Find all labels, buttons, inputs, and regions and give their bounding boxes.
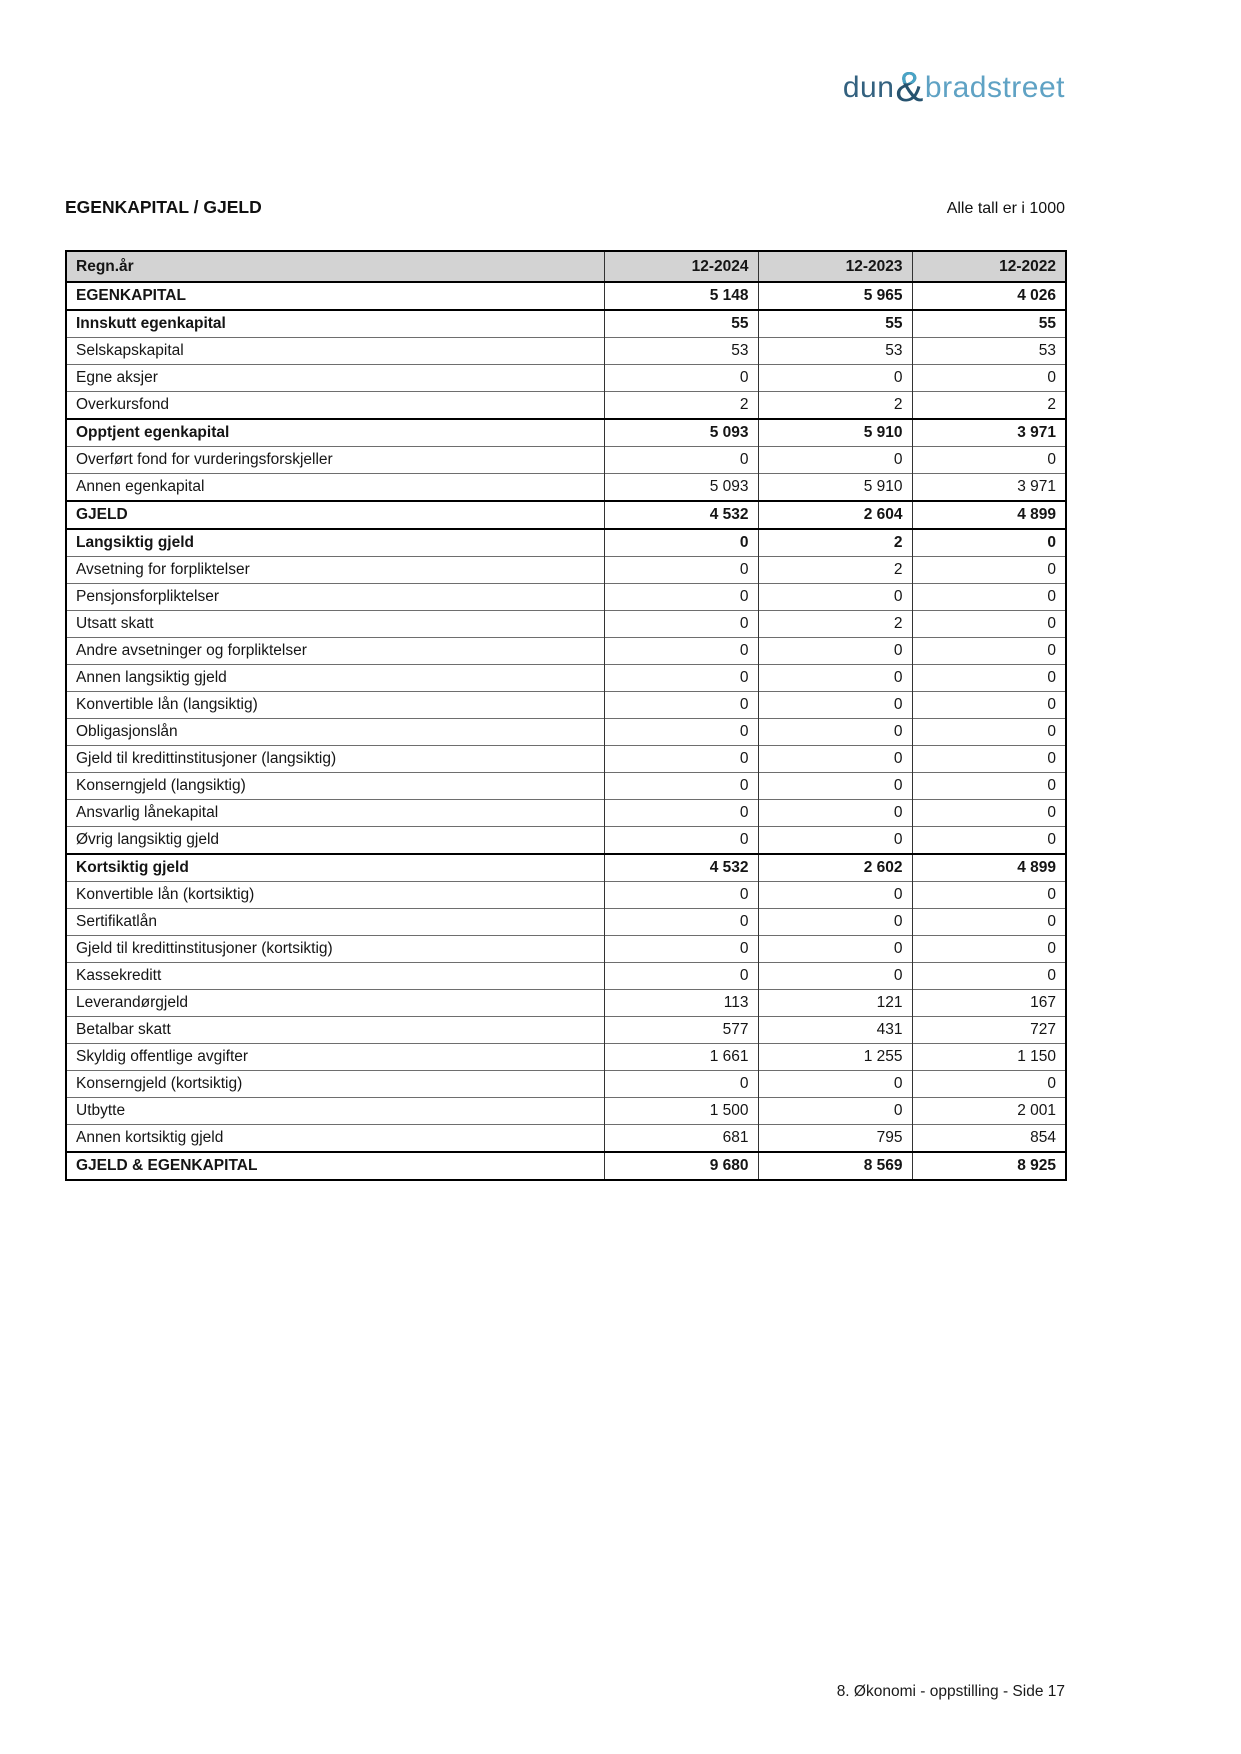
row-value-12-2023: 0 <box>758 638 912 665</box>
row-label: Andre avsetninger og forpliktelser <box>66 638 604 665</box>
row-label: Opptjent egenkapital <box>66 419 604 447</box>
row-value-12-2023: 0 <box>758 909 912 936</box>
row-value-12-2023: 2 <box>758 611 912 638</box>
row-label: Konvertible lån (kortsiktig) <box>66 882 604 909</box>
row-label: Kassekreditt <box>66 963 604 990</box>
table-row <box>66 501 1066 529</box>
row-value-12-2022: 854 <box>912 1125 1066 1153</box>
row-label: Konserngjeld (langsiktig) <box>66 773 604 800</box>
row-value-12-2024: 5 093 <box>604 419 758 447</box>
row-label: Sertifikatlån <box>66 909 604 936</box>
row-value-12-2023: 1 255 <box>758 1044 912 1071</box>
row-label: Avsetning for forpliktelser <box>66 557 604 584</box>
row-label: Skyldig offentlige avgifter <box>66 1044 604 1071</box>
row-value-12-2023: 2 <box>758 529 912 557</box>
row-value-12-2022: 2 001 <box>912 1098 1066 1125</box>
row-label: Konvertible lån (langsiktig) <box>66 692 604 719</box>
table-row <box>66 584 1066 611</box>
row-value-12-2022: 0 <box>912 611 1066 638</box>
row-value-12-2022: 0 <box>912 557 1066 584</box>
row-value-12-2024: 0 <box>604 584 758 611</box>
table-row <box>66 611 1066 638</box>
row-value-12-2023: 5 910 <box>758 474 912 502</box>
table-row <box>66 719 1066 746</box>
row-value-12-2024: 4 532 <box>604 854 758 882</box>
row-label: Utbytte <box>66 1098 604 1125</box>
row-value-12-2023: 2 <box>758 557 912 584</box>
table-row <box>66 773 1066 800</box>
dun-bradstreet-logo <box>843 64 1065 111</box>
row-value-12-2022: 167 <box>912 990 1066 1017</box>
table-row <box>66 665 1066 692</box>
row-value-12-2023: 0 <box>758 746 912 773</box>
row-label: Øvrig langsiktig gjeld <box>66 827 604 855</box>
row-value-12-2023: 0 <box>758 1071 912 1098</box>
row-value-12-2024: 0 <box>604 638 758 665</box>
row-label: Betalbar skatt <box>66 1017 604 1044</box>
row-value-12-2023: 5 910 <box>758 419 912 447</box>
row-value-12-2022: 0 <box>912 827 1066 855</box>
row-label: GJELD & EGENKAPITAL <box>66 1152 604 1180</box>
row-value-12-2022: 4 899 <box>912 501 1066 529</box>
row-label: Kortsiktig gjeld <box>66 854 604 882</box>
row-label: Overkursfond <box>66 392 604 420</box>
table-row <box>66 854 1066 882</box>
table-header-12-2022: 12-2022 <box>912 251 1066 282</box>
table-row <box>66 338 1066 365</box>
row-value-12-2022: 1 150 <box>912 1044 1066 1071</box>
row-value-12-2023: 0 <box>758 800 912 827</box>
table-row <box>66 1071 1066 1098</box>
row-label: Utsatt skatt <box>66 611 604 638</box>
row-value-12-2023: 0 <box>758 773 912 800</box>
table-row <box>66 963 1066 990</box>
row-value-12-2024: 0 <box>604 882 758 909</box>
table-row <box>66 1152 1066 1180</box>
row-value-12-2024: 9 680 <box>604 1152 758 1180</box>
table-header-regnar: Regn.år <box>66 251 604 282</box>
row-label: Selskapskapital <box>66 338 604 365</box>
row-value-12-2024: 0 <box>604 909 758 936</box>
table-row <box>66 909 1066 936</box>
row-value-12-2022: 0 <box>912 447 1066 474</box>
row-value-12-2024: 0 <box>604 365 758 392</box>
row-value-12-2023: 2 604 <box>758 501 912 529</box>
row-value-12-2022: 0 <box>912 365 1066 392</box>
row-value-12-2023: 2 <box>758 392 912 420</box>
row-value-12-2023: 2 602 <box>758 854 912 882</box>
row-value-12-2023: 0 <box>758 827 912 855</box>
ampersand-icon: & & <box>895 64 924 110</box>
row-value-12-2023: 0 <box>758 1098 912 1125</box>
row-value-12-2022: 4 899 <box>912 854 1066 882</box>
table-header-row <box>66 251 1066 282</box>
row-value-12-2023: 0 <box>758 584 912 611</box>
row-value-12-2022: 0 <box>912 665 1066 692</box>
row-value-12-2024: 0 <box>604 692 758 719</box>
row-value-12-2022: 0 <box>912 773 1066 800</box>
table-header-12-2024: 12-2024 <box>604 251 758 282</box>
table-row <box>66 800 1066 827</box>
row-value-12-2023: 0 <box>758 936 912 963</box>
row-value-12-2024: 0 <box>604 1071 758 1098</box>
row-value-12-2024: 2 <box>604 392 758 420</box>
table-row <box>66 746 1066 773</box>
row-value-12-2024: 53 <box>604 338 758 365</box>
table-row <box>66 1098 1066 1125</box>
row-value-12-2024: 1 661 <box>604 1044 758 1071</box>
row-value-12-2022: 0 <box>912 882 1066 909</box>
row-value-12-2022: 0 <box>912 909 1066 936</box>
row-value-12-2024: 0 <box>604 665 758 692</box>
logo-text-dun: dun <box>842 71 895 104</box>
row-label: Annen langsiktig gjeld <box>66 665 604 692</box>
row-value-12-2022: 8 925 <box>912 1152 1066 1180</box>
row-value-12-2024: 577 <box>604 1017 758 1044</box>
row-label: Annen kortsiktig gjeld <box>66 1125 604 1153</box>
row-label: Leverandørgjeld <box>66 990 604 1017</box>
row-value-12-2024: 113 <box>604 990 758 1017</box>
row-label: Egne aksjer <box>66 365 604 392</box>
row-value-12-2022: 0 <box>912 584 1066 611</box>
table-row <box>66 638 1066 665</box>
row-label: Gjeld til kredittinstitusjoner (kortsiktig) <box>66 936 604 963</box>
row-value-12-2022: 0 <box>912 800 1066 827</box>
row-value-12-2023: 0 <box>758 882 912 909</box>
row-value-12-2022: 4 026 <box>912 282 1066 310</box>
units-note: Alle tall er i 1000 <box>946 200 1065 217</box>
row-label: Gjeld til kredittinstitusjoner (langsiktig) <box>66 746 604 773</box>
row-label: EGENKAPITAL <box>66 282 604 310</box>
table-row <box>66 827 1066 855</box>
row-value-12-2024: 55 <box>604 310 758 338</box>
table-row <box>66 557 1066 584</box>
row-label: Innskutt egenkapital <box>66 310 604 338</box>
row-value-12-2023: 0 <box>758 665 912 692</box>
row-value-12-2023: 0 <box>758 365 912 392</box>
row-value-12-2024: 0 <box>604 719 758 746</box>
page-title: EGENKAPITAL / GJELD <box>65 197 262 217</box>
row-value-12-2022: 0 <box>912 963 1066 990</box>
table-row <box>66 1017 1066 1044</box>
row-value-12-2022: 0 <box>912 719 1066 746</box>
row-value-12-2024: 0 <box>604 557 758 584</box>
row-value-12-2022: 0 <box>912 692 1066 719</box>
row-value-12-2024: 0 <box>604 773 758 800</box>
row-value-12-2024: 1 500 <box>604 1098 758 1125</box>
table-row <box>66 419 1066 447</box>
row-value-12-2024: 4 532 <box>604 501 758 529</box>
row-value-12-2023: 8 569 <box>758 1152 912 1180</box>
table-row <box>66 1044 1066 1071</box>
row-value-12-2024: 0 <box>604 447 758 474</box>
balance-sheet-table <box>65 250 1067 1181</box>
row-value-12-2022: 0 <box>912 638 1066 665</box>
row-label: Annen egenkapital <box>66 474 604 502</box>
table-row <box>66 936 1066 963</box>
document-page <box>65 0 1065 1754</box>
row-value-12-2024: 0 <box>604 936 758 963</box>
row-value-12-2024: 0 <box>604 800 758 827</box>
row-value-12-2024: 0 <box>604 529 758 557</box>
row-value-12-2022: 0 <box>912 529 1066 557</box>
table-row <box>66 447 1066 474</box>
row-label: Pensjonsforpliktelser <box>66 584 604 611</box>
row-value-12-2023: 0 <box>758 719 912 746</box>
table-row <box>66 365 1066 392</box>
row-label: Obligasjonslån <box>66 719 604 746</box>
row-value-12-2024: 0 <box>604 963 758 990</box>
row-value-12-2023: 0 <box>758 963 912 990</box>
row-value-12-2024: 681 <box>604 1125 758 1153</box>
row-value-12-2023: 121 <box>758 990 912 1017</box>
row-label: GJELD <box>66 501 604 529</box>
table-row <box>66 282 1066 310</box>
row-value-12-2022: 53 <box>912 338 1066 365</box>
row-value-12-2023: 53 <box>758 338 912 365</box>
row-value-12-2022: 3 971 <box>912 419 1066 447</box>
table-header-12-2023: 12-2023 <box>758 251 912 282</box>
row-label: Ansvarlig lånekapital <box>66 800 604 827</box>
row-value-12-2023: 0 <box>758 447 912 474</box>
table-row <box>66 1125 1066 1153</box>
table-row <box>66 882 1066 909</box>
row-value-12-2024: 0 <box>604 827 758 855</box>
table-row <box>66 310 1066 338</box>
table-row <box>66 529 1066 557</box>
row-label: Langsiktig gjeld <box>66 529 604 557</box>
row-value-12-2023: 431 <box>758 1017 912 1044</box>
row-value-12-2023: 5 965 <box>758 282 912 310</box>
row-value-12-2024: 5 093 <box>604 474 758 502</box>
logo-text-bradstreet: bradstreet <box>924 71 1065 104</box>
table-row <box>66 392 1066 420</box>
row-value-12-2024: 0 <box>604 611 758 638</box>
row-value-12-2023: 795 <box>758 1125 912 1153</box>
row-value-12-2022: 55 <box>912 310 1066 338</box>
row-value-12-2022: 727 <box>912 1017 1066 1044</box>
row-value-12-2022: 3 971 <box>912 474 1066 502</box>
table-row <box>66 990 1066 1017</box>
row-value-12-2022: 2 <box>912 392 1066 420</box>
row-value-12-2023: 55 <box>758 310 912 338</box>
row-value-12-2024: 5 148 <box>604 282 758 310</box>
row-value-12-2023: 0 <box>758 692 912 719</box>
table-row <box>66 474 1066 502</box>
title-row <box>65 197 1065 218</box>
row-value-12-2022: 0 <box>912 1071 1066 1098</box>
row-label: Overført fond for vurderingsforskjeller <box>66 447 604 474</box>
row-value-12-2024: 0 <box>604 746 758 773</box>
row-value-12-2022: 0 <box>912 936 1066 963</box>
table-row <box>66 692 1066 719</box>
row-value-12-2022: 0 <box>912 746 1066 773</box>
page-footer-text: 8. Økonomi - oppstilling - Side 17 <box>836 1683 1065 1700</box>
row-label: Konserngjeld (kortsiktig) <box>66 1071 604 1098</box>
